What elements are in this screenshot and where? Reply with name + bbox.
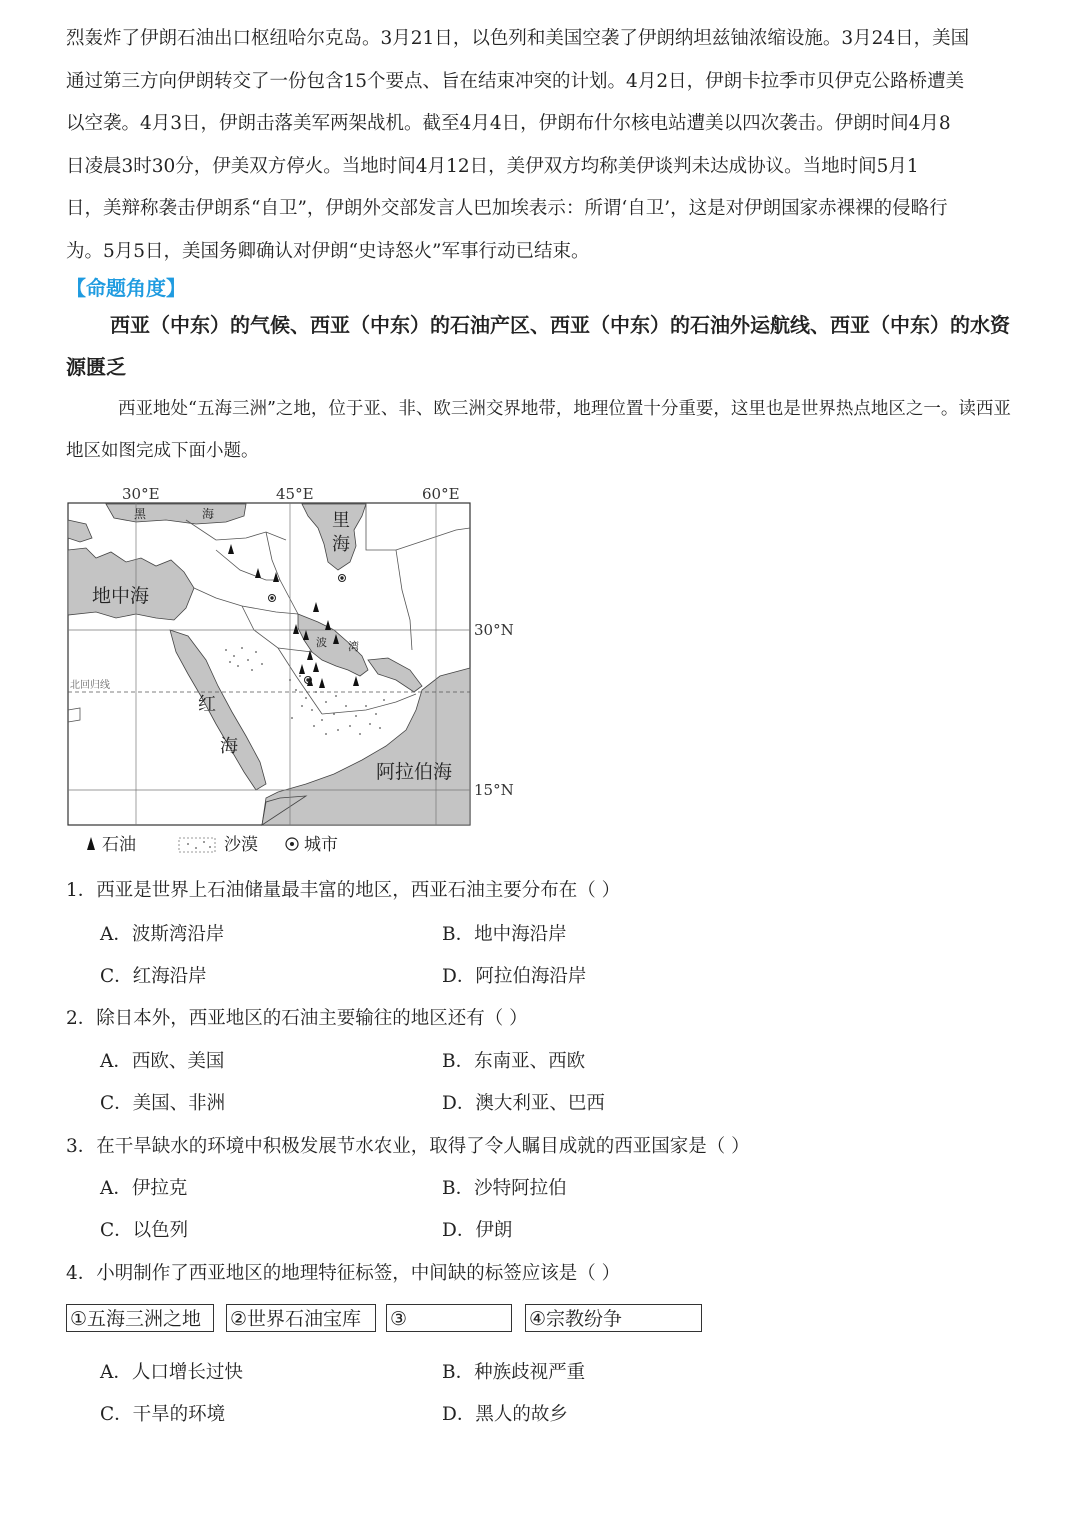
paragraph-line: 日凌晨3时30分，伊美双方停火。当地时间4月12日，美伊双方均称美伊谈判未达成协议。当地时间5月1 — [66, 156, 919, 177]
feature-tag-blank: ③ — [386, 1304, 512, 1332]
option-d[interactable]: D．伊朗 — [442, 1220, 513, 1241]
oil-icon — [87, 837, 95, 850]
legend-city-label: 城市 — [304, 835, 338, 855]
option-a[interactable]: A．伊拉克 — [100, 1178, 188, 1199]
option-b[interactable]: B．沙特阿拉伯 — [442, 1178, 567, 1199]
tropic-label: 北回归线 — [70, 680, 110, 691]
paragraph-line: 以空袭。4月3日，伊朗击落美军两架战机。截至4月4日，伊朗布什尔核电站遭美以四次袭击。伊朗时间4月8 — [66, 113, 951, 134]
legend-desert-label: 沙漠 — [224, 835, 258, 855]
section-label: 【命题角度】 — [66, 276, 186, 300]
feature-tag: ①五海三洲之地 — [66, 1304, 214, 1332]
option-b[interactable]: B．种族歧视严重 — [442, 1362, 586, 1383]
question-stem: 3．在干旱缺水的环境中积极发展节水农业，取得了令人瞩目成就的西亚国家是（ ） — [66, 1136, 750, 1157]
option-b[interactable]: B．地中海沿岸 — [442, 924, 567, 945]
question-stem: 2．除日本外，西亚地区的石油主要输往的地区还有（ ） — [66, 1008, 528, 1029]
lat-label: 15°N — [474, 781, 514, 799]
lon-label: 30°E — [122, 485, 160, 503]
option-a[interactable]: A．西欧、美国 — [100, 1051, 225, 1072]
lon-label: 45°E — [276, 485, 314, 503]
lat-label: 30°N — [474, 621, 514, 639]
feature-tag: ④宗教纷争 — [525, 1304, 702, 1332]
sea-label: 黑 — [134, 507, 147, 521]
option-b[interactable]: B．东南亚、西欧 — [442, 1051, 586, 1072]
paragraph-line: 日，美辩称袭击伊朗系“自卫”，伊朗外交部发言人巴加埃表示：所谓‘自卫’，这是对伊朗国家赤裸裸的侵略行 — [66, 198, 948, 219]
paragraph-line: 烈轰炸了伊朗石油出口枢纽哈尔克岛。3月21日，以色列和美国空袭了伊朗纳坦兹铀浓缩设施。3月24日，美国 — [66, 28, 970, 49]
question-stem: 1．西亚是世界上石油储量最丰富的地区，西亚石油主要分布在（ ） — [66, 880, 621, 901]
option-c[interactable]: C．红海沿岸 — [100, 966, 207, 987]
question-stem: 4．小明制作了西亚地区的地理特征标签，中间缺的标签应该是（ ） — [66, 1263, 621, 1284]
sea-label: 海 — [220, 736, 238, 757]
option-c[interactable]: C．干旱的环境 — [100, 1404, 226, 1425]
sea-label: 红 — [198, 694, 216, 715]
option-c[interactable]: C．美国、非洲 — [100, 1093, 226, 1114]
sea-label: 海 — [332, 534, 350, 555]
map-legend — [87, 835, 338, 855]
legend-oil-label: 石油 — [102, 835, 136, 855]
sea-label: 地中海 — [92, 585, 150, 607]
sea-label: 里 — [332, 510, 350, 531]
topic-heading: 西亚（中东）的气候、西亚（中东）的石油产区、西亚（中东）的石油外运航线、西亚（中东）的水资源匮乏 — [66, 313, 1010, 379]
option-d[interactable]: D．阿拉伯海沿岸 — [442, 966, 587, 987]
sea-label: 海 — [202, 507, 215, 521]
sea-label: 波 — [316, 636, 327, 649]
option-d[interactable]: D．黑人的故乡 — [442, 1404, 568, 1425]
option-a[interactable]: A．人口增长过快 — [100, 1362, 243, 1383]
sea-label: 阿拉伯海 — [376, 761, 453, 783]
paragraph-line: 通过第三方向伊朗转交了一份包含15个要点、旨在结束冲突的计划。4月2日，伊朗卡拉季市贝伊克公路桥遭美 — [66, 71, 965, 92]
option-c[interactable]: C．以色列 — [100, 1220, 189, 1241]
paragraph-line: 为。5月5日，美国务卿确认对伊朗“史诗怒火”军事行动已结束。 — [66, 241, 590, 262]
option-d[interactable]: D．澳大利亚、巴西 — [442, 1093, 605, 1114]
sea-label: 湾 — [348, 640, 359, 653]
option-a[interactable]: A．波斯湾沿岸 — [100, 924, 225, 945]
west-asia-map — [66, 480, 514, 860]
desert-legend-swatch — [179, 838, 215, 852]
question-intro: 西亚地处“五海三洲”之地，位于亚、非、欧三洲交界地带，地理位置十分重要，这里也是世界热点地区之一。读西亚地区如图完成下面小题。 — [66, 399, 1011, 461]
feature-tag: ②世界石油宝库 — [226, 1304, 376, 1332]
lon-label: 60°E — [422, 485, 460, 503]
